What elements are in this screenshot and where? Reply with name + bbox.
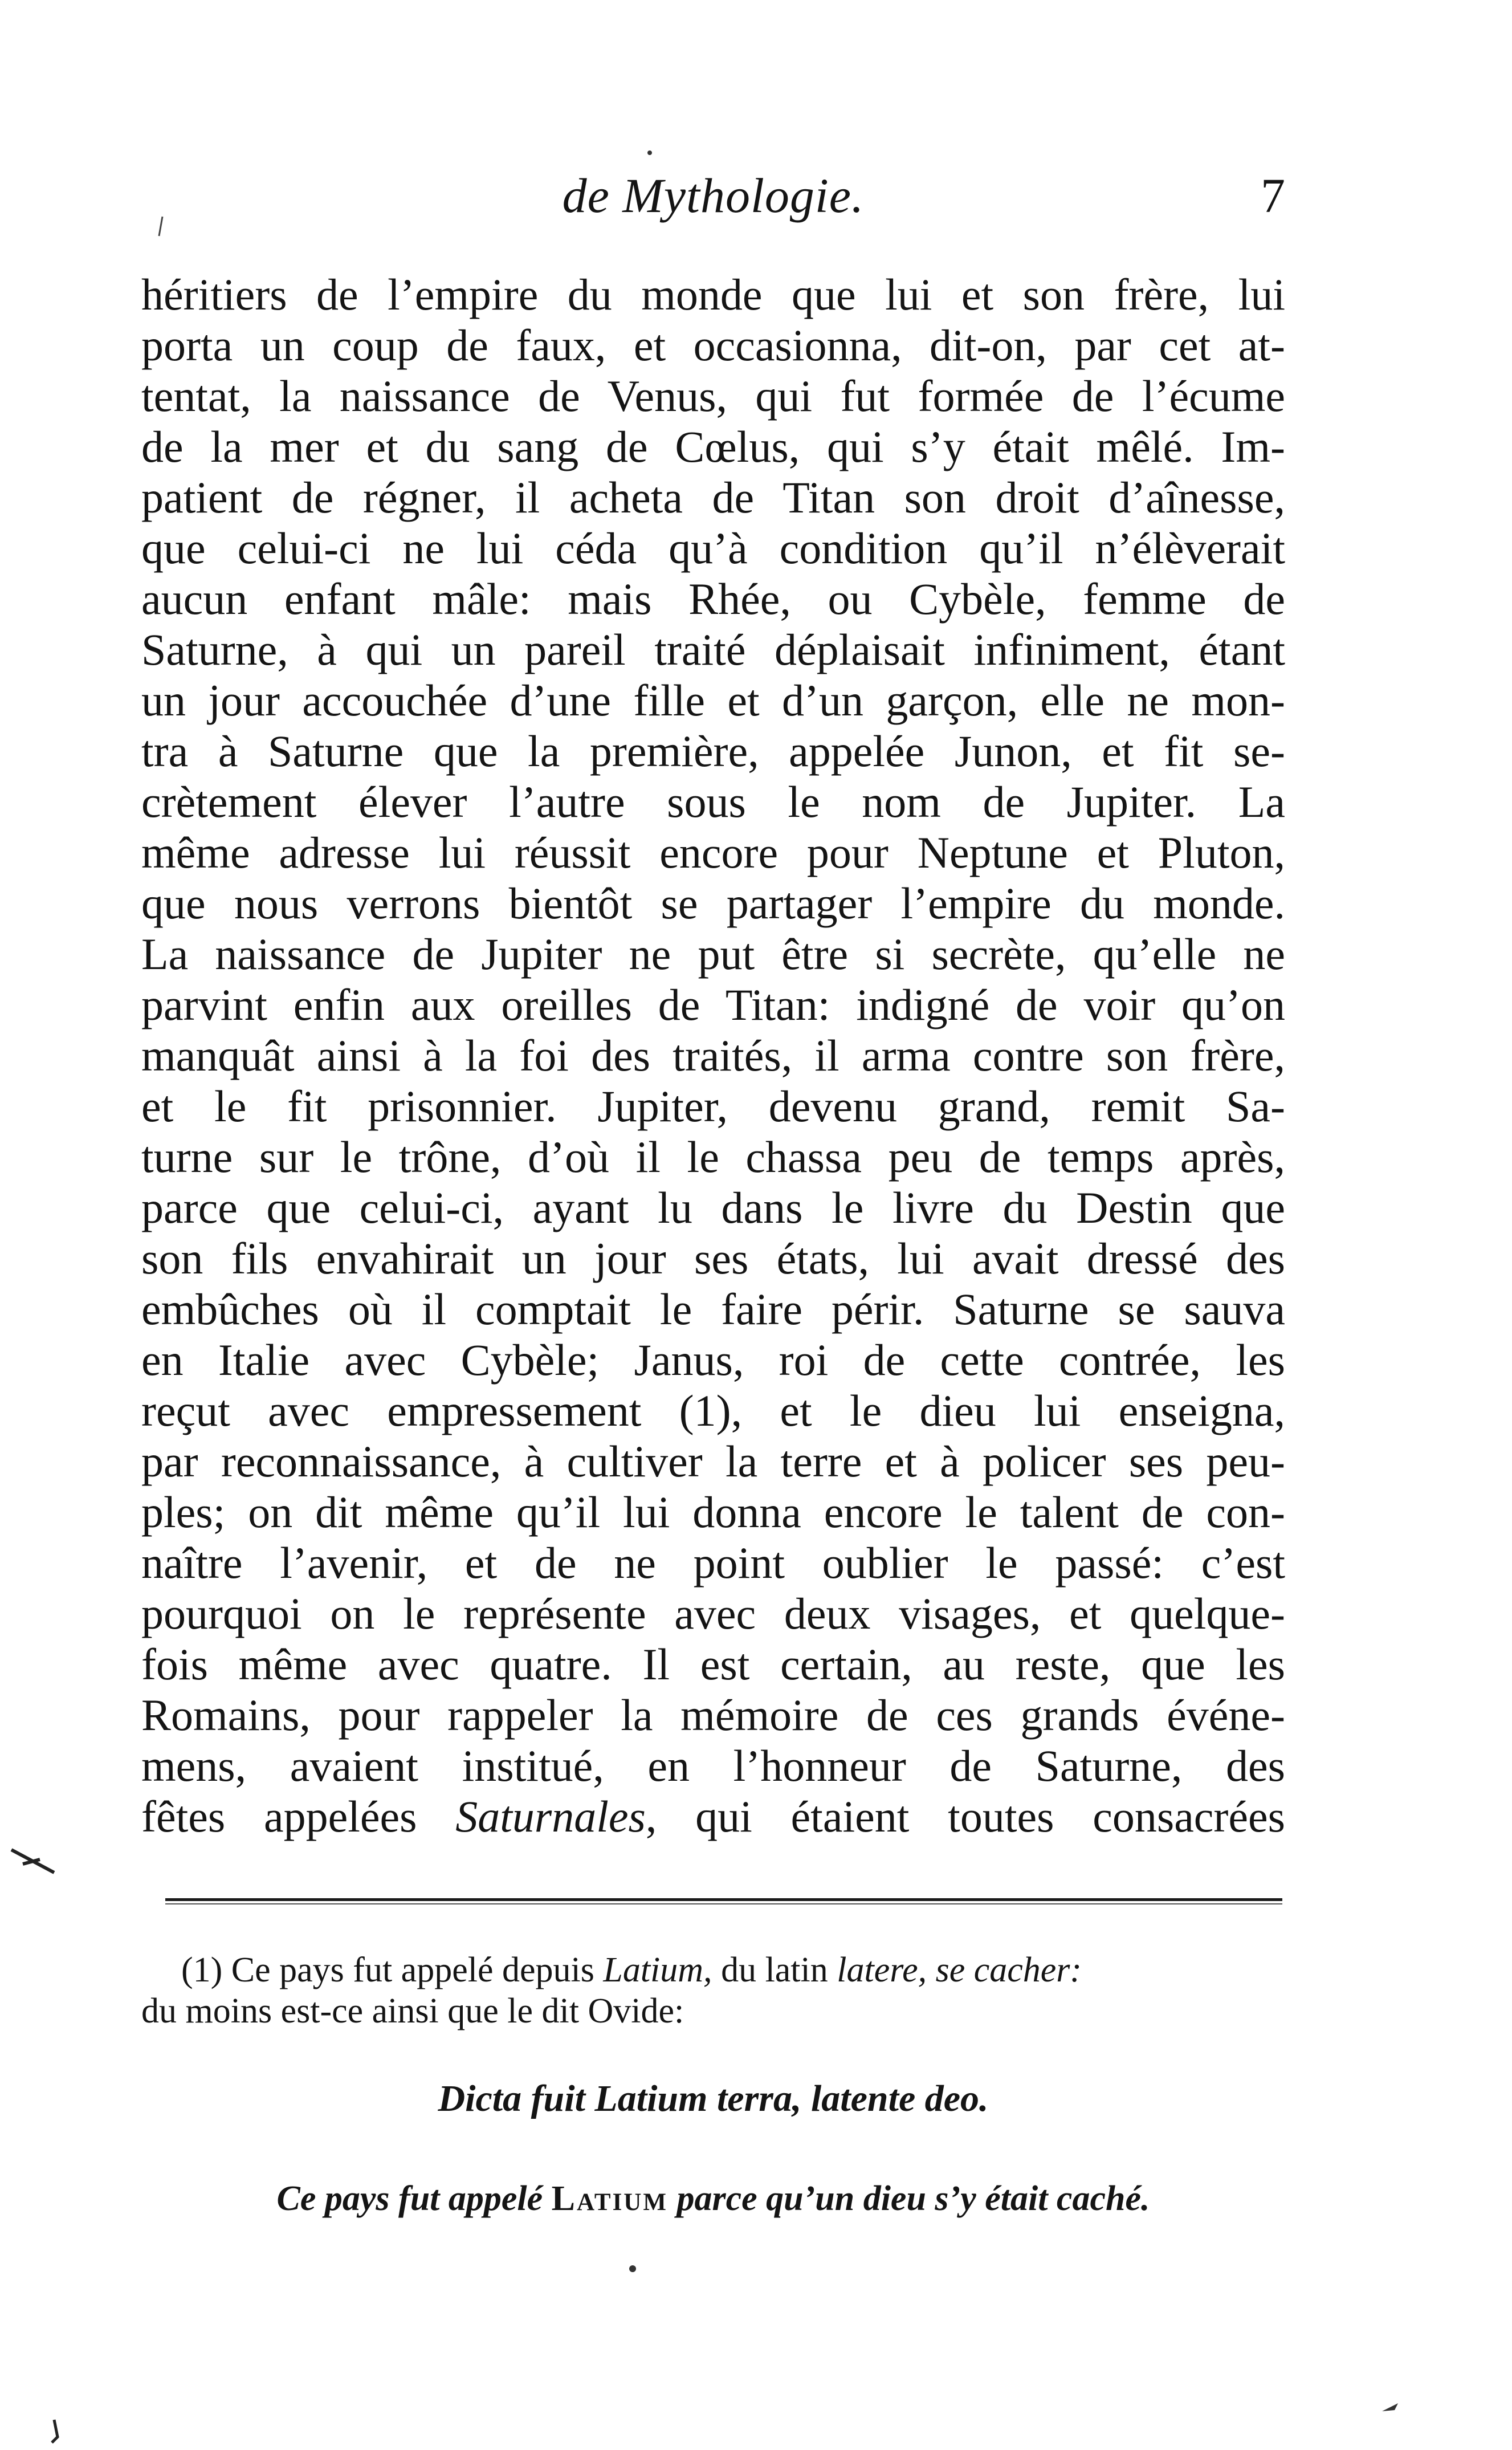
- body-line: manquât ainsi à la foi des traités, il arma contre son frère,: [141, 1031, 1285, 1080]
- footnote-rule: [165, 1898, 1282, 1901]
- body-line: tra à Saturne que la première, appelée Junon, et fit se-: [141, 726, 1285, 776]
- latium-smallcaps: Latium: [551, 2179, 668, 2218]
- footnote-line-1: [141, 1950, 1285, 1991]
- body-line: parvint enfin aux oreilles de Titan: indigné de voir qu’on: [141, 980, 1285, 1029]
- body-line: Romains, pour rappeler la mémoire de ces grands événe-: [141, 1690, 1285, 1740]
- body-line: parce que celui-ci, ayant lu dans le livre du Destin que: [141, 1183, 1285, 1232]
- body-line: fêtes appelées Saturnales, qui étaient toutes consacrées: [141, 1792, 1285, 1841]
- translation-text: parce qu’un dieu s’y était caché.: [667, 2179, 1150, 2218]
- body-line: porta un coup de faux, et occasionna, dit-on, par cet at-: [141, 320, 1285, 370]
- body-line: aucun enfant mâle: mais Rhée, ou Cybèle, femme de: [141, 574, 1285, 624]
- french-translation: [141, 2175, 1285, 2223]
- running-title: de Mythologie.: [562, 168, 865, 223]
- footnote-text: du latin: [712, 1951, 837, 1989]
- body-line: que celui-ci ne lui céda qu’à condition qu’il n’élèverait: [141, 523, 1285, 573]
- italic-term: Saturnales: [455, 1792, 646, 1841]
- body-line: un jour accouchée d’une fille et d’un garçon, elle ne mon-: [141, 675, 1285, 725]
- footnote-line-2: du moins est-ce ainsi que le dit Ovide:: [141, 1992, 684, 2030]
- running-header: [141, 164, 1285, 227]
- latin-quotation: Dicta fuit Latium terra, latente deo.: [438, 2078, 989, 2119]
- page-number: 7: [1261, 168, 1285, 223]
- body-line: Saturne, à qui un pareil traité déplaisait infiniment, étant: [141, 625, 1285, 674]
- body-line: crètement élever l’autre sous le nom de Jupiter. La: [141, 777, 1285, 827]
- body-line: embûches où il comptait le faire périr. Saturne se sauva: [141, 1284, 1285, 1334]
- footnote-latium: Latium,: [603, 1951, 712, 1989]
- body-line: pourquoi on le représente avec deux visages, et quelque-: [141, 1589, 1285, 1638]
- body-text: [141, 269, 1285, 1842]
- body-line: même adresse lui réussit encore pour Neptune et Pluton,: [141, 828, 1285, 877]
- body-line: La naissance de Jupiter ne put être si secrète, qu’elle ne: [141, 929, 1285, 979]
- body-line: reçut avec empressement (1), et le dieu lui enseigna,: [141, 1386, 1285, 1435]
- body-line: mens, avaient institué, en l’honneur de Saturne, des: [141, 1741, 1285, 1790]
- body-line: et le fit prisonnier. Jupiter, devenu grand, remit Sa-: [141, 1081, 1285, 1131]
- footnote: [141, 1950, 1285, 2032]
- body-line: ples; on dit même qu’il lui donna encore le talent de con-: [141, 1487, 1285, 1537]
- footnote-latere: latere, se cacher:: [837, 1951, 1082, 1989]
- footnote-text: (1) Ce pays fut appelé depuis: [181, 1951, 604, 1989]
- body-line: de la mer et du sang de Cœlus, qui s’y était mêlé. Im-: [141, 422, 1285, 471]
- body-line: par reconnaissance, à cultiver la terre et à policer ses peu-: [141, 1436, 1285, 1486]
- body-line: héritiers de l’empire du monde que lui et son frère, lui: [141, 270, 1285, 319]
- body-line: en Italie avec Cybèle; Janus, roi de cette contrée, les: [141, 1335, 1285, 1385]
- translation-text: Ce pays fut appelé: [276, 2179, 552, 2218]
- body-line: naître l’avenir, et de ne point oublier le passé: c’est: [141, 1538, 1285, 1588]
- body-line: tentat, la naissance de Venus, qui fut formée de l’écume: [141, 371, 1285, 421]
- body-line: patient de régner, il acheta de Titan son droit d’aînesse,: [141, 473, 1285, 522]
- body-line: turne sur le trône, d’où il le chassa peu de temps après,: [141, 1132, 1285, 1182]
- body-line: que nous verrons bientôt se partager l’empire du monde.: [141, 878, 1285, 928]
- body-line: fois même avec quatre. Il est certain, au reste, que les: [141, 1639, 1285, 1689]
- body-line: son fils envahirait un jour ses états, lui avait dressé des: [141, 1234, 1285, 1283]
